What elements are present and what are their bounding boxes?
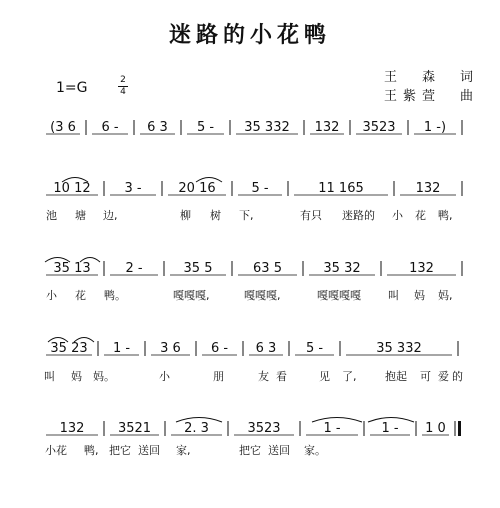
measure-notes: 1 - (112, 341, 131, 356)
lyric-syllable: 池 (46, 209, 57, 222)
measure-notes: 35 5 (183, 261, 213, 276)
measure-notes: 5 - (251, 181, 269, 196)
measure-notes: 132 (314, 120, 340, 135)
measure-notes: 6 3 (147, 120, 168, 135)
measure-notes: (3 6 (50, 120, 76, 135)
measure-notes: 35 32 (323, 261, 361, 276)
measure-notes: 35 332 (376, 341, 422, 356)
lyric-syllable: 家, (176, 444, 191, 457)
lyric-syllable: 妈, (438, 289, 453, 302)
measure-notes: 132 (415, 181, 441, 196)
lyric-syllable: 塘 (75, 209, 86, 222)
measure-notes: 2. 3 (184, 421, 209, 436)
lyric-syllable: 小 (159, 370, 170, 383)
measure-notes: 11 165 (318, 181, 364, 196)
measure-notes: 132 (59, 421, 85, 436)
measure-notes: 6 - (210, 341, 229, 356)
lyric-syllable: 妈 (414, 289, 425, 302)
measure-notes: 20 16 (178, 181, 216, 196)
measure-notes: 35 332 (244, 120, 290, 135)
measure-notes: 3523 (362, 120, 396, 135)
lyric-syllable: 爱 (438, 370, 449, 383)
lyric-syllable: 柳 (180, 209, 191, 222)
lyric-syllable: 家。 (304, 444, 326, 457)
lyric-syllable: 小花 (45, 444, 67, 457)
lyric-syllable: 下, (239, 209, 254, 222)
lyric-syllable: 嘎嘎嘎, (244, 289, 281, 302)
lyric-syllable: 送回 (268, 444, 290, 457)
measure-notes: 5 - (196, 120, 215, 135)
lyric-syllable: 友 (258, 370, 269, 383)
measure-notes: 35 13 (53, 261, 91, 276)
lyric-syllable: 嘎嘎嘎嘎 (317, 289, 361, 302)
lyric-syllable: 的 (452, 370, 463, 383)
lyric-syllable: 看 (276, 370, 287, 383)
lyric-syllable: 鸭。 (104, 289, 126, 302)
lyric-syllable: 见 (319, 370, 330, 383)
final-barline (458, 421, 461, 436)
lyric-syllable: 小 (46, 289, 57, 302)
lyric-syllable: 叫 (388, 289, 399, 302)
lyric-syllable: 妈 (71, 370, 82, 383)
lyric-syllable: 树 (210, 209, 221, 222)
lyric-syllable: 鸭, (438, 209, 453, 222)
lyric-syllable: 叫 (44, 370, 55, 383)
time-signature-top: 2 (120, 75, 126, 85)
lyric-syllable: 鸭, (84, 444, 99, 457)
measure-notes: 1 - (323, 421, 341, 436)
lyric-syllable: 花 (415, 209, 426, 222)
lyricist-credit: 王 森 词 (384, 70, 480, 85)
measure-notes: 5 - (305, 341, 324, 356)
measure-notes: 3 - (124, 181, 142, 196)
measure-notes: 1 -) (423, 120, 447, 135)
measure-notes: 6 3 (255, 341, 277, 356)
measure-notes: 3521 (117, 421, 152, 436)
lyric-syllable: 朋 (213, 370, 224, 383)
measure-notes: 1 0 (425, 421, 446, 436)
time-signature-bottom: 4 (120, 87, 126, 97)
lyric-syllable: 花 (75, 289, 86, 302)
key-signature: 1=G (56, 80, 88, 96)
lyric-syllable: 边, (103, 209, 118, 222)
lyric-syllable: 小 (392, 209, 403, 222)
measure-notes: 10 12 (53, 181, 91, 196)
measure-notes: 1 - (381, 421, 399, 436)
measure-notes: 63 5 (253, 261, 282, 276)
lyric-syllable: 了, (342, 370, 357, 383)
lyric-syllable: 送回 (138, 444, 160, 457)
lyric-syllable: 有只 (300, 209, 322, 222)
lyric-syllable: 嘎嘎嘎, (173, 289, 210, 302)
lyric-syllable: 把它 (239, 444, 261, 457)
lyric-syllable: 抱起 (385, 370, 407, 383)
measure-notes: 132 (409, 261, 434, 276)
lyric-syllable: 迷路的 (342, 209, 375, 222)
lyric-syllable: 把它 (109, 444, 131, 457)
measure-notes: 35 23 (50, 341, 88, 356)
measure-notes: 6 - (101, 120, 119, 135)
song-title: 迷路的小花鸭 (168, 22, 331, 48)
measure-notes: 3523 (247, 421, 281, 436)
lyric-syllable: 可 (420, 370, 431, 383)
measure-notes: 3 6 (160, 341, 181, 356)
composer-credit: 王紫萱 曲 (384, 89, 480, 104)
measure-notes: 2 - (125, 261, 143, 276)
lyric-syllable: 妈。 (93, 370, 115, 383)
